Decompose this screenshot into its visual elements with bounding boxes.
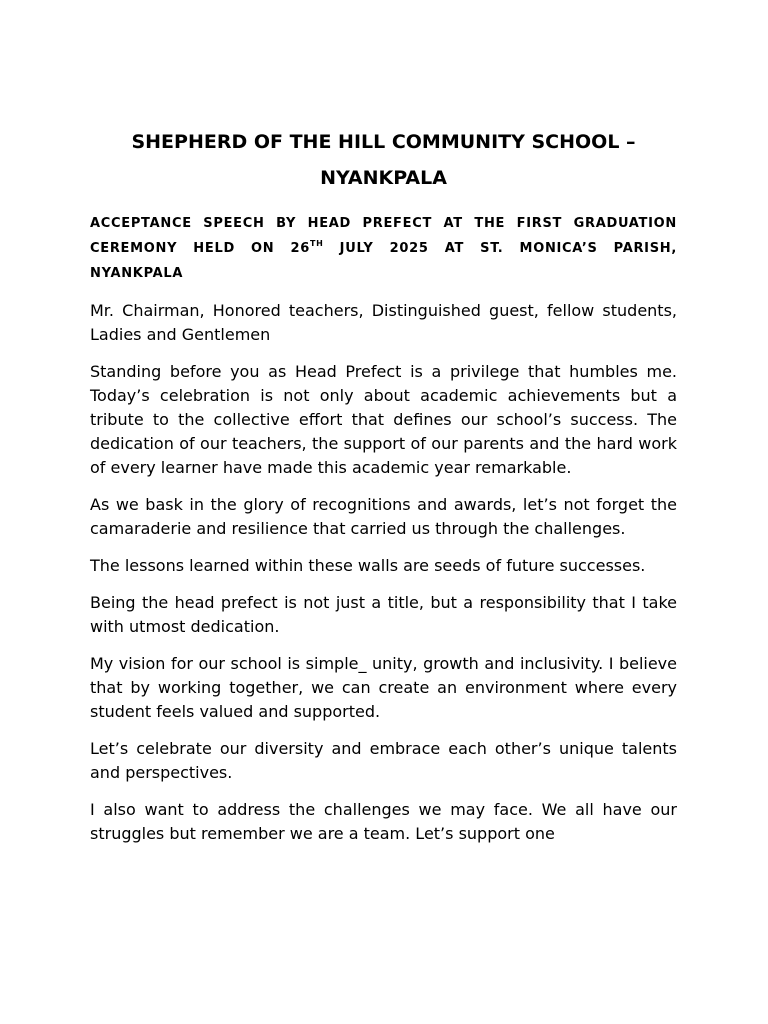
paragraph: The lessons learned within these walls are seeds of future successes. (90, 556, 646, 575)
speech-body (90, 299, 677, 859)
title-line-1: SHEPHERD OF THE HILL COMMUNITY SCHOOL – (131, 131, 636, 153)
title-line-2: NYANKPALA (320, 167, 447, 189)
speech-heading-part-1: ACCEPTANCE SPEECH BY HEAD PREFECT AT THE FIRST GRADUATION CEREMONY HELD ON 26 (90, 216, 677, 256)
paragraph: Being the head prefect is not just a title, but a responsibility that I take with utmost dedication. (90, 593, 677, 636)
document-title (90, 124, 677, 196)
paragraph: As we bask in the glory of recognitions and awards, let’s not forget the camaraderie and resilience that carried us through the challenges. (90, 495, 677, 538)
date-superscript: TH (309, 239, 324, 248)
paragraph: My vision for our school is simple_ unity, growth and inclusivity. I believe that by working together, we can create an environment where every student feels valued and supported. (90, 654, 677, 721)
paragraph: I also want to address the challenges we may face. We all have our struggles but remember we are a team. Let’s support one (90, 800, 677, 843)
speech-heading (90, 211, 677, 286)
speech-heading-part-2: JULY 2025 AT ST. MONICA’S PARISH, NYANKPALA (90, 241, 678, 281)
paragraph: Let’s celebrate our diversity and embrace each other’s unique talents and perspectives. (90, 739, 677, 782)
paragraph: Standing before you as Head Prefect is a privilege that humbles me. Today’s celebration is not only about academic achievements but a tribute to the collective effort that defines our school’s success. The dedication of our teachers, the support of our parents and the hard work of every learner have made this academic year remarkable. (90, 362, 677, 477)
paragraph: Mr. Chairman, Honored teachers, Distinguished guest, fellow students, Ladies and Gentlemen (90, 301, 677, 344)
